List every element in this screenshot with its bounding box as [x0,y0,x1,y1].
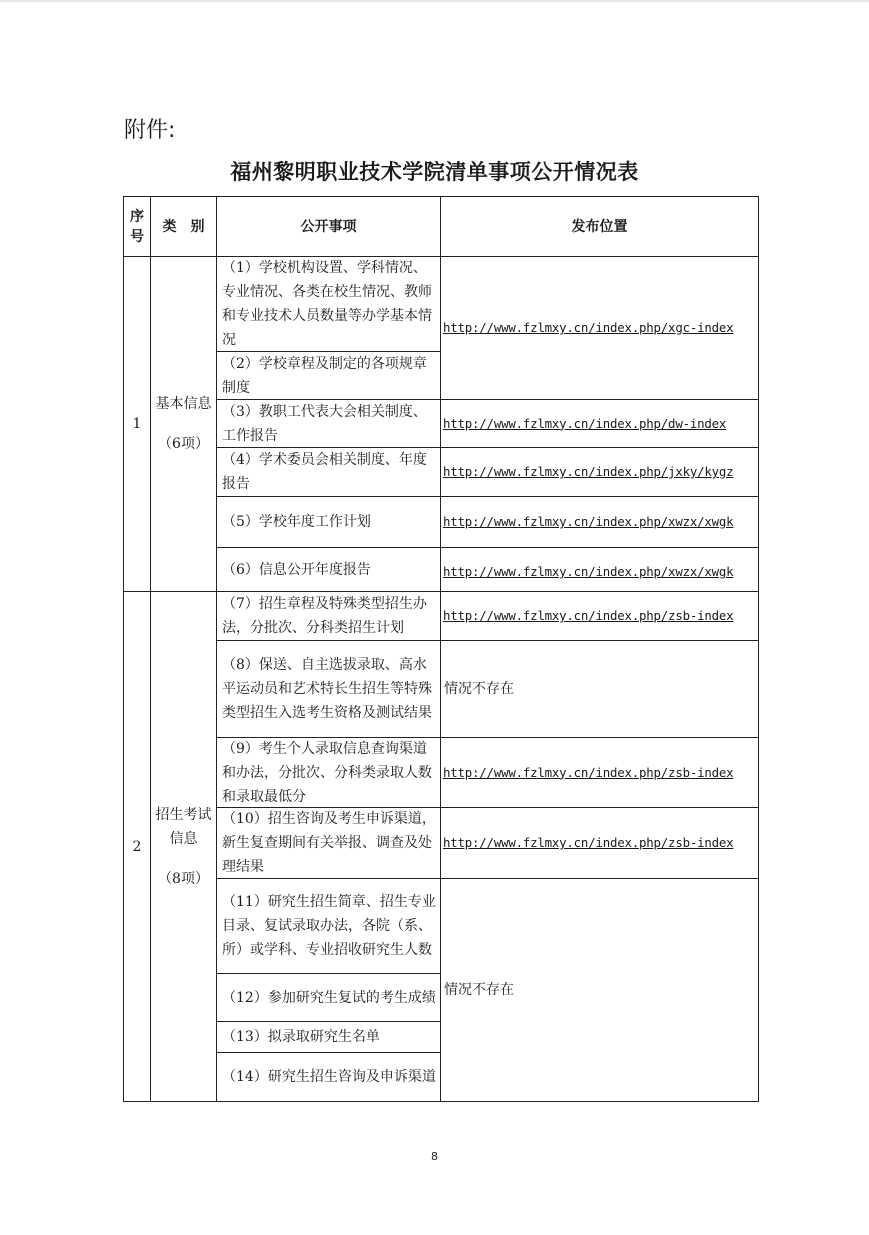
table-border-bottom [123,1101,759,1102]
location-link[interactable]: http://www.fzlmxy.cn/index.php/jxky/kygz [443,464,734,479]
table-border-right [758,196,759,1102]
location-text: 情况不存在 [444,681,514,697]
item-cell: （3）教职工代表大会相关制度、工作报告 [222,403,427,444]
item-cell: （11）研究生招生简章、招生专业目录、复试录取办法，各院（系、所）或学科、专业招收研究生人数 [222,894,436,958]
location-link[interactable]: http://www.fzlmxy.cn/index.php/zsb-index [443,764,734,780]
location-link[interactable]: http://www.fzlmxy.cn/index.php/zsb-index [443,608,734,623]
item-cell: （2）学校章程及制定的各项规章制度 [222,355,427,396]
item-cell: （7）招生章程及特殊类型招生办法，分批次、分科类招生计划 [222,596,427,636]
location-link[interactable]: http://www.fzlmxy.cn/index.php/xwzx/xwgk [443,514,734,529]
header-index: 序 号 [130,208,144,245]
item-cell: （13）拟录取研究生名单 [222,1029,380,1045]
header-location: 发布位置 [571,218,628,235]
item-cell: （10）招生咨询及考生申诉渠道，新生复查期间有关举报、调查及处理结果 [222,811,436,875]
document-title: 福州黎明职业技术学院清单事项公开情况表 [230,159,639,184]
disclosure-table [123,196,759,1102]
page-top-rule [0,0,869,2]
item-cell: （9）考生个人录取信息查询渠道和办法，分批次、分科类录取人数和录取最低分 [222,740,432,805]
group-index: 2 [132,838,142,855]
category-name: 基本信息 [155,396,212,412]
attachment-label: 附件: [124,118,176,143]
category-count: （8项） [158,870,209,887]
category-count: （6项） [158,436,209,452]
location-link[interactable]: http://www.fzlmxy.cn/index.php/xwzx/xwgk [443,564,734,579]
header-item: 公开事项 [300,218,357,235]
item-cell: （14）研究生招生咨询及申诉渠道 [222,1069,436,1085]
group-category [151,257,216,591]
item-cell: （12）参加研究生复试的考生成绩 [222,989,436,1006]
item-cell: （4）学术委员会相关制度、年度报告 [222,452,427,492]
header-category: 类 别 [162,218,205,235]
location-link[interactable]: http://www.fzlmxy.cn/index.php/dw-index [443,415,727,431]
item-cell: （6）信息公开年度报告 [222,561,371,578]
location-link[interactable]: http://www.fzlmxy.cn/index.php/xgc-index [443,320,734,335]
item-cell: （5）学校年度工作计划 [222,514,371,530]
item-cell: （8）保送、自主选拔录取、高水平运动员和艺术特长生招生等特殊类型招生入选考生资格及测试结果 [222,657,432,721]
page-number: 8 [431,1150,438,1163]
location-text: 情况不存在 [444,982,514,998]
location-link[interactable]: http://www.fzlmxy.cn/index.php/zsb-index [443,835,734,850]
category-name: 招生考试 信息 [155,806,212,847]
item-cell: （1）学校机构设置、学科情况、专业情况、各类在校生情况、教师和专业技术人员数量等办学基本情况 [222,260,432,348]
group-index: 1 [132,416,142,432]
group-category [151,592,216,1101]
